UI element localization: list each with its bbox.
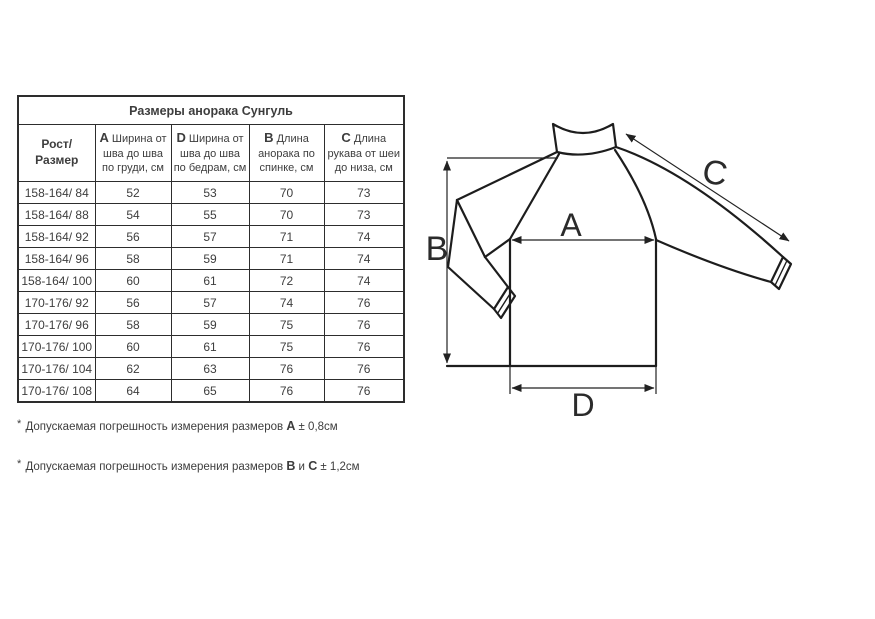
cell-size: 170-176/ 104: [18, 358, 95, 380]
cell-c: 76: [324, 358, 404, 380]
label-c: C: [699, 152, 731, 195]
cell-d: 61: [171, 270, 249, 292]
cell-size: 158-164/ 100: [18, 270, 95, 292]
cell-c: 76: [324, 336, 404, 358]
table-row: [18, 182, 404, 204]
cell-d: 59: [171, 314, 249, 336]
cell-c: 76: [324, 380, 404, 403]
cell-a: 56: [95, 292, 171, 314]
cell-size: 158-164/ 84: [18, 182, 95, 204]
size-table: [17, 95, 405, 403]
cell-d: 57: [171, 292, 249, 314]
cell-size: 170-176/ 96: [18, 314, 95, 336]
cell-d: 63: [171, 358, 249, 380]
table-header-row: [18, 125, 404, 182]
cell-size: 158-164/ 88: [18, 204, 95, 226]
table-row: [18, 292, 404, 314]
left-shoulder-line: [457, 152, 557, 200]
cell-size: 158-164/ 96: [18, 248, 95, 270]
cell-a: 62: [95, 358, 171, 380]
cell-b: 70: [249, 182, 324, 204]
cell-c: 74: [324, 248, 404, 270]
cell-a: 60: [95, 336, 171, 358]
right-raglan-seam: [615, 150, 656, 239]
table-row: [18, 204, 404, 226]
cell-c: 76: [324, 292, 404, 314]
right-sleeve-under: [656, 240, 771, 282]
table-row: [18, 270, 404, 292]
left-raglan-seam: [510, 154, 559, 239]
table-row: [18, 358, 404, 380]
label-a: A: [560, 207, 582, 243]
cell-b: 75: [249, 314, 324, 336]
cell-size: 158-164/ 92: [18, 226, 95, 248]
left-forearm-inner: [485, 257, 508, 287]
cell-d: 53: [171, 182, 249, 204]
cell-d: 59: [171, 248, 249, 270]
cell-b: 71: [249, 226, 324, 248]
left-sleeve-inner: [457, 200, 485, 257]
table-row: [18, 336, 404, 358]
cell-d: 65: [171, 380, 249, 403]
footnote-tolerance-a: * Допускаемая погрешность измерения размеров A ± 0,8см: [17, 418, 338, 433]
cell-a: 56: [95, 226, 171, 248]
cell-b: 76: [249, 358, 324, 380]
table-row: [18, 380, 404, 403]
dimension-lines: [447, 134, 789, 394]
column-header-c: C Длина рукава от шеи до низа, см: [324, 125, 404, 182]
cell-a: 58: [95, 248, 171, 270]
cell-a: 54: [95, 204, 171, 226]
cell-c: 76: [324, 314, 404, 336]
anorak-measurement-diagram: [420, 60, 860, 420]
cell-a: 60: [95, 270, 171, 292]
cell-a: 58: [95, 314, 171, 336]
table-row: [18, 248, 404, 270]
cell-c: 73: [324, 182, 404, 204]
cell-a: 64: [95, 380, 171, 403]
asterisk: *: [17, 458, 22, 470]
column-header-size: Рост/Размер: [18, 125, 95, 182]
asterisk: *: [17, 418, 22, 430]
table-row: [18, 314, 404, 336]
cell-b: 72: [249, 270, 324, 292]
cell-size: 170-176/ 108: [18, 380, 95, 403]
table-title: Размеры анорака Сунгуль: [18, 96, 404, 125]
cell-d: 61: [171, 336, 249, 358]
cell-b: 70: [249, 204, 324, 226]
column-header-d: D Ширина от шва до шва по бедрам, см: [171, 125, 249, 182]
collar: [553, 124, 616, 155]
cell-c: 74: [324, 270, 404, 292]
right-cuff-inner-line: [775, 261, 787, 286]
cell-size: 170-176/ 100: [18, 336, 95, 358]
cell-b: 71: [249, 248, 324, 270]
label-b: B: [425, 230, 449, 268]
left-armpit-seam: [485, 239, 510, 257]
column-header-b: B Длина анорака по спинке, см: [249, 125, 324, 182]
cell-size: 170-176/ 92: [18, 292, 95, 314]
cell-d: 57: [171, 226, 249, 248]
cell-b: 74: [249, 292, 324, 314]
cell-d: 55: [171, 204, 249, 226]
table-title-row: [18, 96, 404, 125]
cell-c: 73: [324, 204, 404, 226]
table-row: [18, 226, 404, 248]
cell-a: 52: [95, 182, 171, 204]
label-d: D: [571, 387, 595, 420]
column-header-a: A Ширина от шва до шва по груди, см: [95, 125, 171, 182]
anorak-outline: [447, 124, 791, 366]
footnote-tolerance-bc: * Допускаемая погрешность измерения размеров B и C ± 1,2см: [17, 458, 360, 473]
cell-b: 75: [249, 336, 324, 358]
cell-b: 76: [249, 380, 324, 403]
cell-c: 74: [324, 226, 404, 248]
